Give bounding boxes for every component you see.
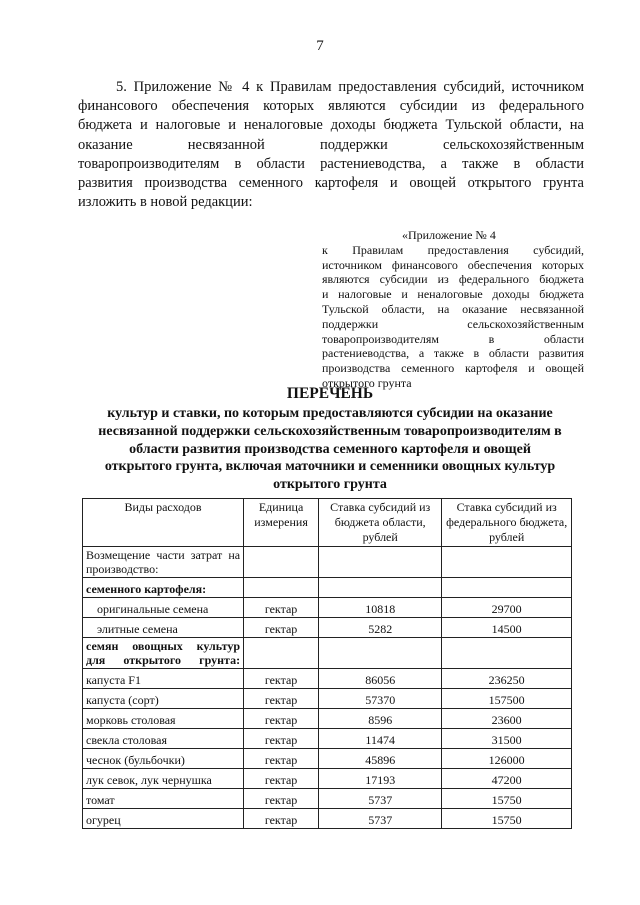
appendix-line: и налоговые и неналоговые доходы бюджета — [322, 287, 584, 302]
row-unit: гектар — [244, 669, 319, 689]
row-regional-rate: 57370 — [319, 689, 442, 709]
empty-cell — [244, 638, 319, 669]
appendix-line: Тульской области, на оказание несвязанной — [322, 301, 584, 316]
table-row — [83, 547, 572, 578]
row-name: огурец — [83, 809, 244, 829]
empty-cell — [442, 638, 572, 669]
row-name: чеснок (бульбочки) — [83, 749, 244, 769]
row-unit: гектар — [244, 769, 319, 789]
row-regional-rate: 5282 — [319, 618, 442, 638]
empty-cell — [244, 547, 319, 578]
appendix-line: «Приложение № 4 — [402, 228, 496, 242]
title-heading: ПЕРЕЧЕНЬ — [286, 385, 374, 402]
title-line: культур и ставки, по которым предоставляются субсидии на оказание — [107, 406, 553, 421]
table-row — [83, 789, 572, 809]
row-federal-rate: 126000 — [442, 749, 572, 769]
intro-line: 5. Приложение № 4 к Правилам предоставления субсидий, источником — [116, 79, 584, 95]
rates-table — [82, 498, 572, 829]
row-unit: гектар — [244, 749, 319, 769]
table-row — [83, 709, 572, 729]
empty-cell — [442, 578, 572, 598]
header-expense-type: Виды расходов — [83, 499, 244, 547]
intro-row-text: Возмещение части затрат на производство: — [86, 548, 241, 576]
row-regional-rate: 5737 — [319, 789, 442, 809]
row-name: капуста F1 — [83, 669, 244, 689]
appendix-line: являются субсидии из федерального бюджета — [322, 272, 584, 287]
appendix-line: поддержки сельскохозяйственным — [322, 316, 584, 331]
intro-paragraph — [78, 78, 584, 212]
row-regional-rate: 17193 — [319, 769, 442, 789]
appendix-line: источником финансового обеспечения которых — [322, 257, 584, 272]
row-name: томат — [83, 789, 244, 809]
title-line: несвязанной поддержки сельскохозяйственным товаропроизводителям в — [98, 423, 562, 439]
intro-line: товаропроизводителям в области растениеводства, а также в области — [78, 155, 584, 172]
row-regional-rate: 11474 — [319, 729, 442, 749]
empty-cell — [442, 547, 572, 578]
row-federal-rate: 23600 — [442, 709, 572, 729]
row-unit: гектар — [244, 689, 319, 709]
row-federal-rate: 236250 — [442, 669, 572, 689]
section-row-potato — [83, 578, 572, 598]
row-unit: гектар — [244, 729, 319, 749]
table-row — [83, 769, 572, 789]
row-unit: гектар — [244, 709, 319, 729]
table-row — [83, 689, 572, 709]
row-federal-rate: 47200 — [442, 769, 572, 789]
row-name: капуста (сорт) — [83, 689, 244, 709]
intro-row-label — [83, 547, 244, 578]
appendix-line: открытого грунта — [322, 375, 412, 390]
page-number: 7 — [316, 38, 324, 54]
empty-cell — [244, 578, 319, 598]
row-unit: гектар — [244, 618, 319, 638]
empty-cell — [319, 638, 442, 669]
row-name: оригинальные семена — [83, 598, 244, 618]
intro-line: оказание несвязанной поддержки сельскохозяйственным — [78, 136, 584, 153]
empty-cell — [319, 578, 442, 598]
title-line: открытого грунта — [273, 477, 387, 493]
section-label-text: семян овощных культур для открытого грунта: — [86, 639, 241, 667]
table-row — [83, 729, 572, 749]
row-federal-rate: 15750 — [442, 809, 572, 829]
row-regional-rate: 45896 — [319, 749, 442, 769]
row-name: лук севок, лук чернушка — [83, 769, 244, 789]
row-name: морковь столовая — [83, 709, 244, 729]
appendix-reference — [322, 228, 584, 391]
table-row — [83, 669, 572, 689]
row-federal-rate: 14500 — [442, 618, 572, 638]
row-federal-rate: 29700 — [442, 598, 572, 618]
appendix-line: товаропроизводителям в области — [322, 331, 584, 346]
header-unit: Единица измерения — [244, 499, 319, 547]
row-federal-rate: 157500 — [442, 689, 572, 709]
row-name: элитные семена — [83, 618, 244, 638]
row-unit: гектар — [244, 809, 319, 829]
row-regional-rate: 8596 — [319, 709, 442, 729]
section-row-vegetables — [83, 638, 572, 669]
row-regional-rate: 10818 — [319, 598, 442, 618]
header-regional-rate: Ставка субсидий из бюджета области, рублей — [319, 499, 442, 547]
appendix-line: к Правилам предоставления субсидий, — [322, 242, 584, 257]
table-header-row — [83, 499, 572, 547]
row-unit: гектар — [244, 598, 319, 618]
row-name: свекла столовая — [83, 729, 244, 749]
row-federal-rate: 15750 — [442, 789, 572, 809]
section-label: семенного картофеля: — [83, 578, 244, 598]
section-label — [83, 638, 244, 669]
row-regional-rate: 5737 — [319, 809, 442, 829]
intro-line: финансового обеспечения которых являются субсидии из федерального — [78, 98, 584, 115]
title-line: открытого грунта, включая маточники и семенники овощных культур — [104, 459, 556, 475]
row-regional-rate: 86056 — [319, 669, 442, 689]
appendix-line: производства семенного картофеля и овощей — [322, 361, 584, 376]
row-unit: гектар — [244, 789, 319, 809]
row-federal-rate: 31500 — [442, 729, 572, 749]
intro-line: развития производства семенного картофеля и овощей открытого грунта — [78, 175, 584, 192]
table-row — [83, 598, 572, 618]
title-line: области развития производства семенного картофеля и овощей — [129, 441, 531, 457]
empty-cell — [319, 547, 442, 578]
appendix-line: растениеводства, а также в области развития — [322, 346, 584, 361]
document-title — [70, 384, 590, 494]
table-row — [83, 618, 572, 638]
table-row — [83, 809, 572, 829]
intro-line: изложить в новой редакции: — [78, 194, 253, 211]
header-federal-rate: Ставка субсидий из федерального бюджета, рублей — [442, 499, 572, 547]
intro-line: бюджета и налоговые и неналоговые доходы бюджета Тульской области, на — [78, 117, 584, 134]
table-row — [83, 749, 572, 769]
